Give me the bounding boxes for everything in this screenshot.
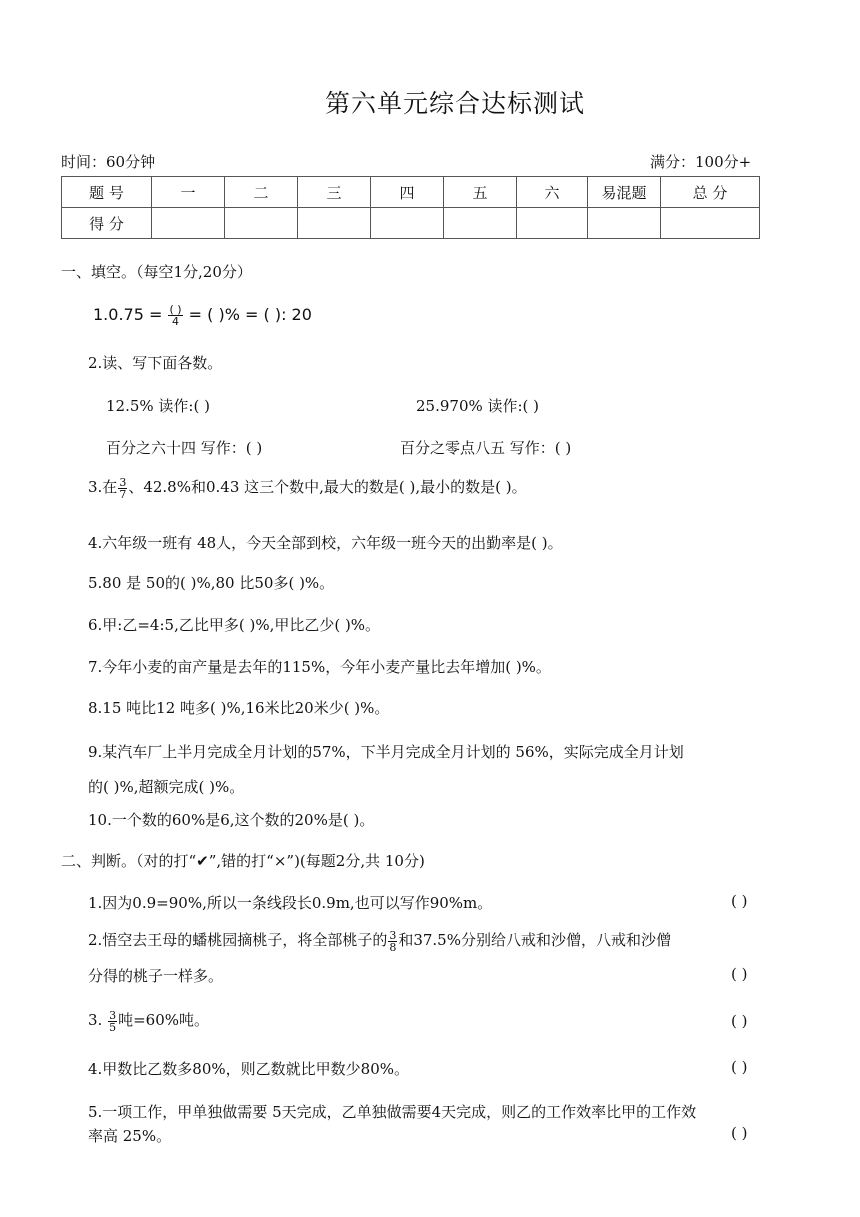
j2-denominator: 8 — [389, 940, 397, 954]
q3-numerator: 3 — [119, 475, 127, 489]
judge-4: 4.甲数比乙数多80%，则乙数就比甲数少80%。 — [88, 1060, 409, 1078]
j3-fraction — [108, 1010, 117, 1033]
question-4: 4.六年级一班有 48人，今天全部到校，六年级一班今天的出勤率是( )。 — [88, 534, 563, 552]
q1-prefix: 1.0.75 = — [93, 305, 168, 324]
j2-numerator: 3 — [389, 928, 397, 942]
j3-suffix: 吨=60%吨。 — [118, 1011, 210, 1029]
row-label: 得 分 — [62, 208, 152, 239]
judge-1: 1.因为0.9=90%,所以一条线段长0.9m,也可以写作90%m。 — [88, 894, 493, 912]
q2-item-c: 百分之六十四 写作：( ) — [106, 439, 263, 457]
judge-5-answer[interactable]: ( ) — [731, 1124, 748, 1142]
question-1 — [93, 304, 312, 327]
time-label: 时间：60分钟 — [61, 153, 156, 171]
judge-3-answer[interactable]: ( ) — [731, 1012, 748, 1030]
question-5: 5.80 是 50的( )%,80 比50多( )%。 — [88, 574, 335, 592]
score-cell[interactable] — [588, 208, 661, 239]
header-cell: 五 — [444, 177, 517, 208]
j2-suffix: 和37.5%分别给八戒和沙僧，八戒和沙僧 — [398, 931, 671, 949]
j2-prefix: 2.悟空去王母的蟠桃园摘桃子，将全部桃子的 — [88, 931, 388, 949]
score-cell[interactable] — [152, 208, 225, 239]
judge-5-line2: 率高 25%。 — [88, 1127, 172, 1145]
judge-2-line2: 分得的桃子一样多。 — [88, 967, 224, 985]
j2-fraction — [388, 930, 397, 953]
question-3 — [88, 476, 527, 500]
judge-3 — [88, 1009, 209, 1033]
q3-denominator: 7 — [119, 487, 127, 501]
q1-suffix: = ( )% = ( ): 20 — [183, 305, 312, 324]
header-cell: 六 — [517, 177, 588, 208]
question-9-line1: 9.某汽车厂上半月完成全月计划的57%，下半月完成全月计划的 56%，实际完成全月计划 — [88, 743, 684, 761]
header-cell: 总 分 — [661, 177, 760, 208]
score-table — [61, 176, 760, 239]
judge-2-answer[interactable]: ( ) — [731, 965, 748, 983]
header-cell: 一 — [152, 177, 225, 208]
q1-numerator: ( ) — [169, 303, 182, 316]
header-cell: 二 — [225, 177, 298, 208]
score-table-score-row — [62, 208, 760, 239]
header-cell: 四 — [371, 177, 444, 208]
section1-heading: 一、填空。（每空1分,20分） — [61, 263, 252, 281]
judge-5-line1: 5.一项工作，甲单独做需要 5天完成，乙单独做需要4天完成，则乙的工作效率比甲的工作效 — [88, 1103, 697, 1121]
q2-item-a: 12.5% 读作:( ) — [106, 397, 210, 415]
question-2: 2.读、写下面各数。 — [88, 354, 223, 372]
score-table-header-row — [62, 177, 760, 208]
section2-heading: 二、判断。（对的打“✔”,错的打“×”)(每题2分,共 10分) — [61, 852, 425, 870]
question-7: 7.今年小麦的亩产量是去年的115%，今年小麦产量比去年增加( )%。 — [88, 658, 551, 676]
judge-4-answer[interactable]: ( ) — [731, 1058, 748, 1076]
header-cell: 题 号 — [62, 177, 152, 208]
j3-prefix: 3. — [88, 1011, 108, 1029]
judge-1-answer[interactable]: ( ) — [731, 892, 748, 910]
score-cell[interactable] — [444, 208, 517, 239]
q1-denominator: 4 — [172, 315, 180, 328]
question-8: 8.15 吨比12 吨多( )%,16米比20米少( )%。 — [88, 699, 390, 717]
score-cell[interactable] — [225, 208, 298, 239]
q3-prefix: 3.在 — [88, 478, 118, 496]
j3-denominator: 5 — [109, 1020, 117, 1034]
score-cell[interactable] — [517, 208, 588, 239]
question-6: 6.甲:乙=4:5,乙比甲多( )%,甲比乙少( )%。 — [88, 616, 381, 634]
q3-suffix: 、42.8%和0.43 这三个数中,最大的数是( ),最小的数是( )。 — [128, 478, 527, 496]
question-9-line2: 的( )%,超额完成( )%。 — [88, 778, 245, 796]
full-score-label: 满分：100分+ — [650, 153, 752, 171]
q1-fraction — [168, 304, 182, 327]
header-cell: 三 — [298, 177, 371, 208]
page-title: 第六单元综合达标测试 — [324, 89, 585, 118]
score-cell[interactable] — [371, 208, 444, 239]
score-cell[interactable] — [661, 208, 760, 239]
q3-fraction — [118, 477, 127, 500]
j3-numerator: 3 — [109, 1008, 117, 1022]
score-cell[interactable] — [298, 208, 371, 239]
question-10: 10.一个数的60%是6,这个数的20%是( )。 — [88, 811, 375, 829]
header-cell: 易混题 — [588, 177, 661, 208]
q2-item-b: 25.970% 读作:( ) — [416, 397, 540, 415]
q2-item-d: 百分之零点八五 写作：( ) — [400, 439, 572, 457]
judge-2 — [88, 929, 671, 953]
